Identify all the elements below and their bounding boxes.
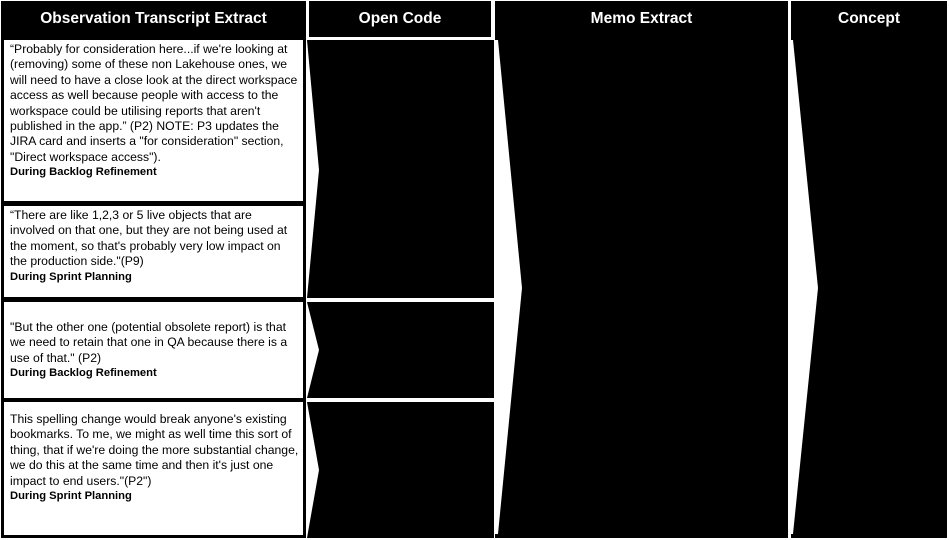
observation-context: During Sprint Planning <box>10 270 132 283</box>
observation-cell-3 <box>4 302 303 398</box>
observation-cell-4 <box>4 402 303 535</box>
concept-text: Considering impact of treatment work on end users <box>825 237 933 313</box>
observation-context: During Backlog Refinement <box>10 367 157 380</box>
observation-quote: “There are like 1,2,3 or 5 live objects that are involved on that one, but they are not being used at the moment, so that's probably very low impact on the production side."(P9) <box>10 208 288 269</box>
observation-quote: “Probably for consideration here...if we're looking at (removing) some of these non Lakehouse ones, we will need to have a close look at the direct workspace access as well because people with access to the workspace could be utilising reports that aren't published in the app.” (P2) NOTE: P3 updates the JIRA card and inserts a "for consideration" section, "Direct workspace access"). <box>10 42 298 164</box>
observation-quote: This spelling change would break anyone's existing bookmarks. To me, we might as well time this sort of thing, that if we're doing the more substantial change, we do this at the same time and then it's just one impact to end users."(P2") <box>10 412 299 488</box>
open-code-2: Considering impact of removal on performing User Acceptance Testing <box>331 324 476 369</box>
concept-label <box>820 236 938 314</box>
concept-notch <box>791 40 818 534</box>
observation-cell-2 <box>4 206 303 297</box>
memo-text <box>528 58 786 528</box>
header-memo: Memo Extract <box>495 1 788 37</box>
observation-cell-1 <box>4 40 303 201</box>
memo-paragraph: There are different impacts considered - how it impacts the usability, how it impacts their access. Also, a treatment may be done over a number of sprints - but then it could impact usability multiple times. <box>528 240 770 316</box>
memo-notch <box>495 40 522 534</box>
header-open-code: Open Code <box>309 1 491 37</box>
open-code-3: Considering the impact of repeated changes on end users <box>331 414 482 459</box>
observation-context: During Sprint Planning <box>10 490 132 503</box>
header-concept: Concept <box>791 1 947 37</box>
open-code-1: Considering impact of treatment work on production users <box>331 132 460 177</box>
memo-paragraph: The analyst frequently, but not always, keeps information in the JIRA tickets updated with information that is considered when the work-item is discussed during Backlog refinement and Sprint Planning. (NOTE to self: Potentially an area for recommendation to develop assistance or guide for capturing information ?) <box>528 331 771 453</box>
observation-context: During Backlog Refinement <box>10 166 157 179</box>
memo-paragraph: The team members, particularly Manager, considers the impact on end-user - regardless of whether they are operating outside of standard access paths for reports or whether that impact is in production or other environments such as UAT/QA. <box>528 58 766 150</box>
header-observation: Observation Transcript Extract <box>1 1 306 37</box>
open-code-4: Considering the impact on end user usability <box>331 479 485 509</box>
memo-paragraph: The team members have expert knowledge about whether components are used in production i.e. they understand the technical components. <box>528 164 768 225</box>
observation-quote: "But the other one (potential obsolete report) is that we need to retain that one in QA because there is a use of that." (P2) <box>10 320 288 365</box>
